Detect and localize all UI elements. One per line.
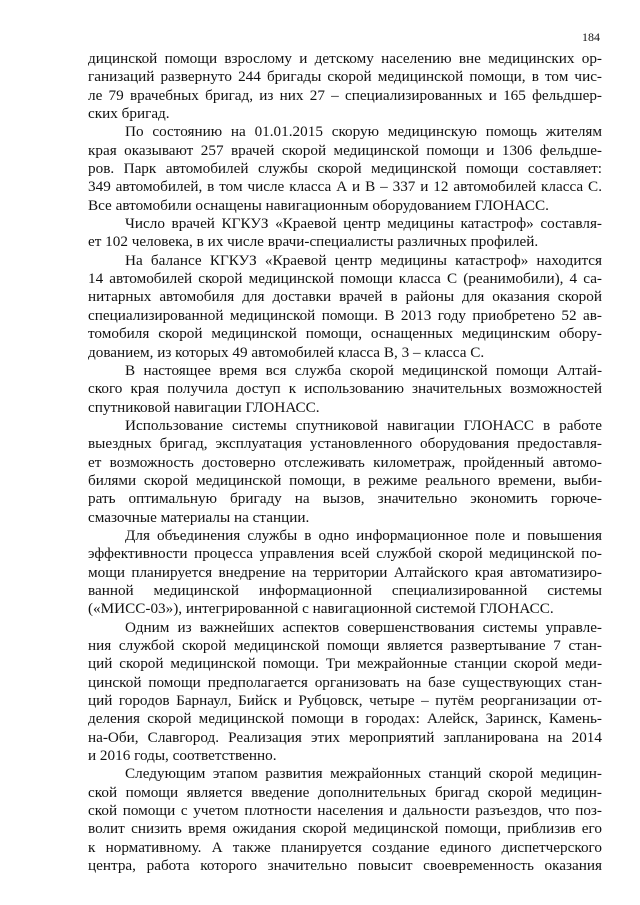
text-line: и 2016 годы, соответственно. bbox=[88, 747, 277, 765]
text-line: центра, работа которого значительно повысит своевременность оказания bbox=[88, 857, 602, 875]
paragraph bbox=[88, 765, 602, 875]
text-line: дованием, из которых 49 автомобилей класса В, 3 – класса С. bbox=[88, 343, 485, 361]
paragraph bbox=[88, 417, 602, 527]
text-line: нитарных автомобиля для доставки врачей в районы для оказания скорой bbox=[88, 288, 602, 306]
text-line: дицинской помощи взрослому и детскому населению вне медицинских ор- bbox=[88, 50, 602, 67]
text-line: эффективности процесса управления всей службой скорой медицинской по- bbox=[88, 545, 602, 563]
text-line: томобиля скорой медицинской помощи, оснащенных медицинским обору- bbox=[88, 325, 602, 343]
text-line: специализированной медицинской помощи. В 2013 году приобретено 52 ав- bbox=[88, 306, 602, 324]
body-text bbox=[88, 50, 602, 875]
text-line: цинской помощи предполагается организовать на базе существующих стан- bbox=[88, 673, 602, 691]
text-line: спутниковой навигации ГЛОНАСС. bbox=[88, 398, 320, 416]
text-line: («МИСС-03»), интегрированной с навигационной системой ГЛОНАСС. bbox=[88, 600, 554, 618]
text-line: ет 102 человека, в их числе врачи-специалисты различных профилей. bbox=[88, 233, 539, 251]
text-line: волит снизить время ожидания скорой медицинской помощи, приблизив его bbox=[88, 820, 602, 838]
text-line: ет возможность достоверно отслеживать километраж, пройденный автомо- bbox=[88, 453, 602, 471]
page-number: 184 bbox=[582, 30, 600, 44]
text-line: Для объединения службы в одно информационное поле и повышения bbox=[125, 526, 602, 544]
text-line: ций скорой медицинской помощи. Три межрайонные станции скорой меди- bbox=[88, 655, 602, 673]
paragraph bbox=[88, 50, 602, 123]
text-line: ров. Парк автомобилей службы скорой медицинской помощи составляет: bbox=[88, 160, 602, 178]
text-line: билями скорой медицинской помощи, в режиме реального времени, выби- bbox=[88, 471, 602, 489]
text-line: Все автомобили оснащены навигационным оборудованием ГЛОНАСС. bbox=[88, 196, 549, 214]
text-line: В настоящее время вся служба скорой медицинской помощи Алтай- bbox=[125, 361, 602, 379]
text-line: Использование системы спутниковой навигации ГЛОНАСС в работе bbox=[125, 416, 602, 434]
text-line: ций городов Барнаул, Бийск и Рубцовск, четыре – путём реорганизации от- bbox=[88, 692, 602, 710]
text-line: ской помощи с учетом плотности населения и дальности разъездов, что поз- bbox=[88, 802, 602, 820]
text-line: Одним из важнейших аспектов совершенствования системы управле- bbox=[125, 618, 602, 636]
text-line: На балансе КГКУЗ «Краевой центр медицины катастроф» находится bbox=[125, 251, 602, 269]
text-line: на-Оби, Славгород. Реализация этих мероприятий запланирована на 2014 bbox=[88, 728, 602, 746]
text-line: ганизаций развернуто 244 бригады скорой медицинской помощи, в том чис- bbox=[88, 68, 602, 86]
text-line: смазочные материалы на станции. bbox=[88, 508, 310, 526]
paragraph bbox=[88, 215, 602, 252]
text-line: деления скорой медицинской помощи в городах: Алейск, Заринск, Камень- bbox=[88, 710, 602, 728]
text-line: ского края получила доступ к использованию значительных возможностей bbox=[88, 380, 602, 398]
text-line: ле 79 врачебных бригад, из них 27 – специализированных и 165 фельдшер- bbox=[88, 86, 602, 104]
text-line: По состоянию на 01.01.2015 скорую медицинскую помощь жителям bbox=[125, 123, 602, 141]
text-line: ской помощи является введение дополнительных бригад скорой медицин- bbox=[88, 783, 602, 801]
paragraph bbox=[88, 362, 602, 417]
text-line: края оказывают 257 врачей скорой медицинской помощи и 1306 фельдше- bbox=[88, 141, 602, 159]
text-line: ских бригад. bbox=[88, 105, 170, 123]
paragraph bbox=[88, 619, 602, 766]
text-line: к нормативному. А также планируется создание единого диспетчерского bbox=[88, 838, 602, 856]
text-line: выездных бригад, эксплуатация установленного оборудования предоставля- bbox=[88, 435, 602, 453]
text-line: мощи планируется внедрение на территории Алтайского края автоматизиро- bbox=[88, 563, 602, 581]
paragraph bbox=[88, 252, 602, 362]
text-line: 14 автомобилей скорой медицинской помощи класса С (реанимобили), 4 са- bbox=[88, 270, 602, 288]
text-line: Число врачей КГКУЗ «Краевой центр медицины катастроф» составля- bbox=[125, 215, 602, 233]
paragraph bbox=[88, 527, 602, 619]
text-line: ванной медицинской информационной специализированной системы bbox=[88, 581, 602, 599]
paragraph bbox=[88, 123, 602, 215]
text-line: 349 автомобилей, в том числе класса А и В – 337 и 12 автомобилей класса С. bbox=[88, 178, 602, 196]
text-line: рать оптимальную бригаду на вызов, значительно экономить горюче- bbox=[88, 490, 602, 508]
text-line: Следующим этапом развития межрайонных станций скорой медицин- bbox=[125, 765, 602, 783]
text-line: ния службой скорой медицинской помощи является развертывание 7 стан- bbox=[88, 637, 602, 654]
